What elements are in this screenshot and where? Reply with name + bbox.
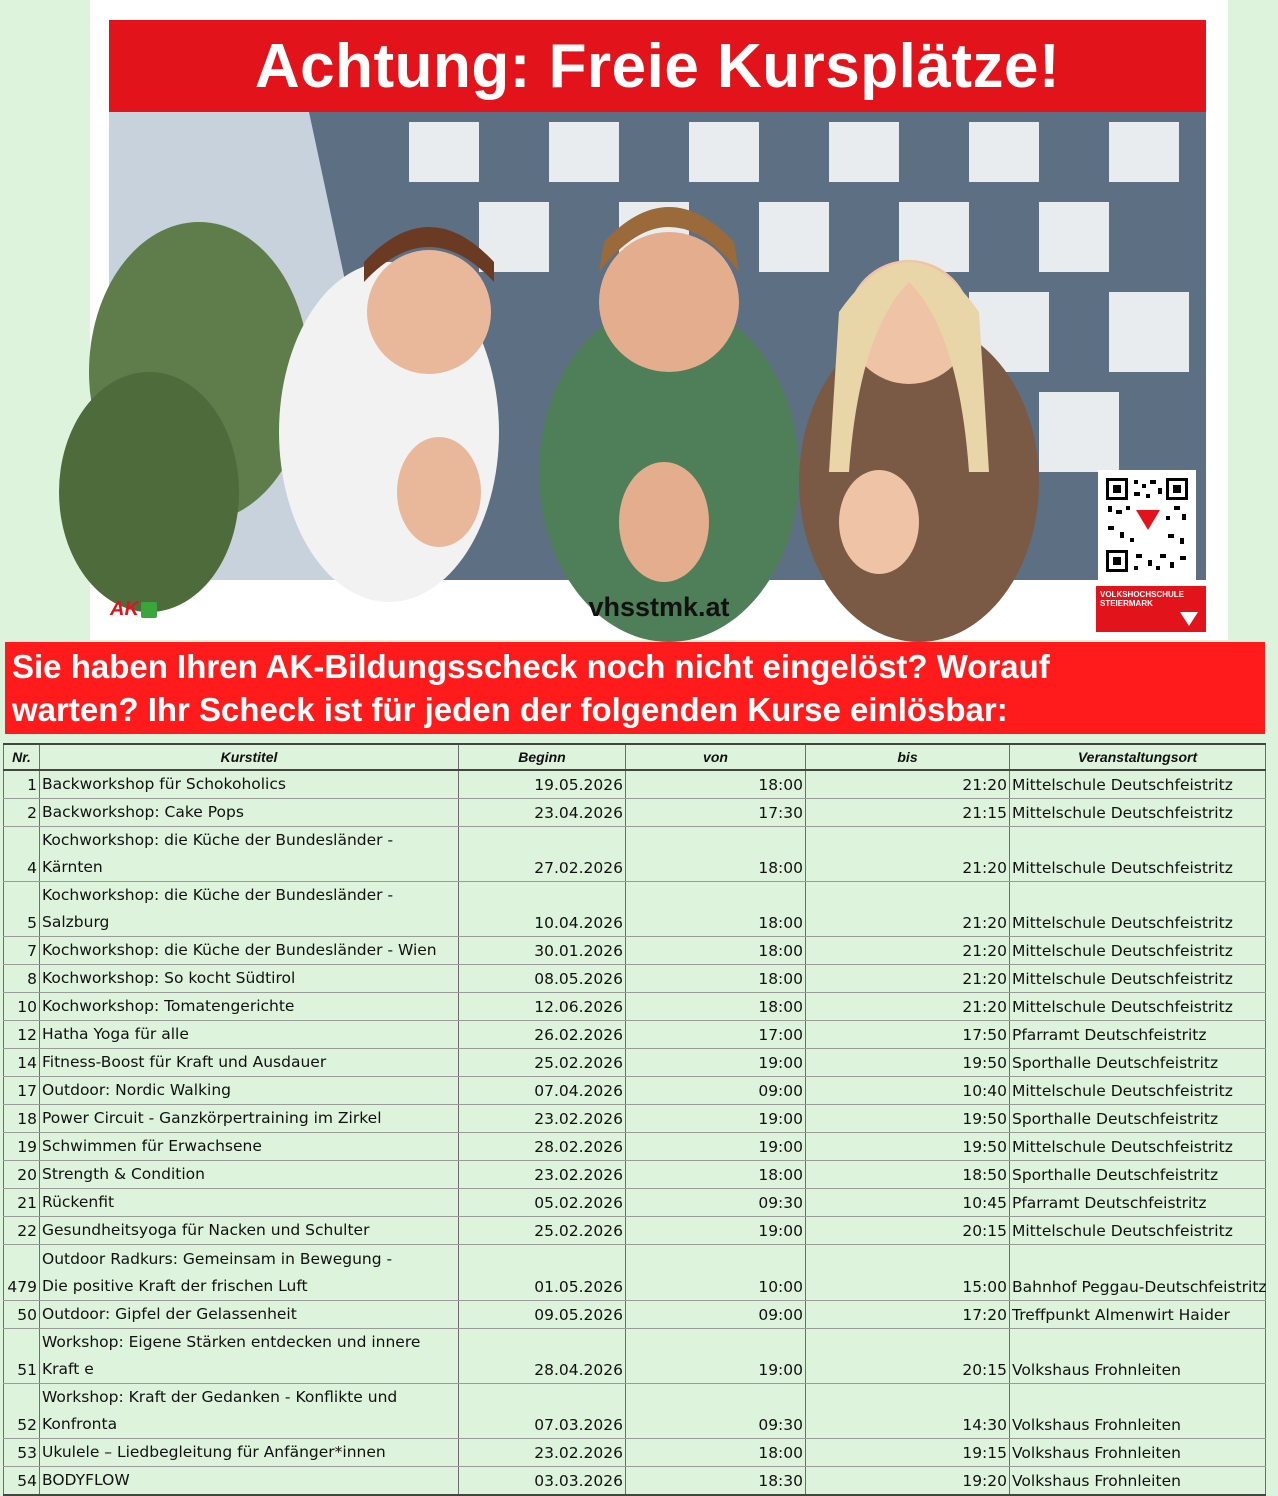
course-begin-date: 25.02.2026	[459, 1049, 626, 1077]
course-number: 12	[4, 1021, 40, 1049]
course-location: Volkshaus Frohnleiten	[1010, 1439, 1266, 1467]
course-location: Treffpunkt Almenwirt Haider	[1010, 1301, 1266, 1329]
notice-line-2: warten? Ihr Scheck ist für jeden der folgenden Kurse einlösbar:	[12, 691, 1008, 728]
course-start-time: 17:30	[626, 799, 806, 827]
course-start-time: 18:30	[626, 1467, 806, 1496]
course-title: Kochworkshop: Tomatengerichte	[40, 993, 459, 1021]
course-start-time: 18:00	[626, 965, 806, 993]
course-title: Kochworkshop: die Küche der Bundesländer - Salzburg	[40, 882, 459, 937]
course-location: Mittelschule Deutschfeistritz	[1010, 965, 1266, 993]
header-nr: Nr.	[4, 744, 40, 770]
course-start-time: 18:00	[626, 1439, 806, 1467]
table-row	[4, 1245, 1266, 1301]
course-end-time: 21:20	[806, 827, 1010, 882]
course-begin-date: 26.02.2026	[459, 1021, 626, 1049]
vhs-triangle-icon	[1180, 612, 1198, 626]
course-location: Mittelschule Deutschfeistritz	[1010, 937, 1266, 965]
course-title: Kochworkshop: So kocht Südtirol	[40, 965, 459, 993]
course-end-time: 21:20	[806, 965, 1010, 993]
course-number: 10	[4, 993, 40, 1021]
course-start-time: 09:00	[626, 1077, 806, 1105]
course-title: Kochworkshop: die Küche der Bundesländer - Kärnten	[40, 827, 459, 882]
vhs-steiermark-logo	[1096, 586, 1206, 632]
course-number: 7	[4, 937, 40, 965]
ak-logo-text: AK	[110, 598, 139, 620]
table-row	[4, 1189, 1266, 1217]
table-row	[4, 937, 1266, 965]
course-title: Schwimmen für Erwachsene	[40, 1133, 459, 1161]
course-begin-date: 30.01.2026	[459, 937, 626, 965]
course-end-time: 10:45	[806, 1189, 1010, 1217]
course-begin-date: 12.06.2026	[459, 993, 626, 1021]
course-end-time: 14:30	[806, 1384, 1010, 1439]
course-title: Outdoor: Gipfel der Gelassenheit	[40, 1301, 459, 1329]
course-number: 50	[4, 1301, 40, 1329]
course-location: Mittelschule Deutschfeistritz	[1010, 827, 1266, 882]
course-number: 14	[4, 1049, 40, 1077]
course-end-time: 17:20	[806, 1301, 1010, 1329]
course-begin-date: 19.05.2026	[459, 770, 626, 799]
table-header-row	[4, 744, 1266, 770]
course-number: 22	[4, 1217, 40, 1245]
table-row	[4, 882, 1266, 937]
course-start-time: 19:00	[626, 1049, 806, 1077]
course-begin-date: 07.04.2026	[459, 1077, 626, 1105]
course-location: Sporthalle Deutschfeistritz	[1010, 1049, 1266, 1077]
course-title: Backworkshop: Cake Pops	[40, 799, 459, 827]
course-title: Gesundheitsyoga für Nacken und Schulter	[40, 1217, 459, 1245]
table-row	[4, 1105, 1266, 1133]
course-end-time: 21:20	[806, 937, 1010, 965]
table-row	[4, 1217, 1266, 1245]
poster-url: vhsstmk.at	[588, 592, 730, 622]
header-to: bis	[806, 744, 1010, 770]
header-title: Kurstitel	[40, 744, 459, 770]
course-location: Mittelschule Deutschfeistritz	[1010, 1217, 1266, 1245]
course-end-time: 19:15	[806, 1439, 1010, 1467]
header-location: Veranstaltungsort	[1010, 744, 1266, 770]
course-start-time: 17:00	[626, 1021, 806, 1049]
course-end-time: 21:20	[806, 770, 1010, 799]
course-number: 479	[4, 1245, 40, 1301]
course-table	[3, 743, 1266, 1496]
course-begin-date: 23.02.2026	[459, 1105, 626, 1133]
poster-headline: Achtung: Freie Kursplätze!	[109, 20, 1206, 112]
course-location: Volkshaus Frohnleiten	[1010, 1467, 1266, 1496]
course-title: BODYFLOW	[40, 1467, 459, 1496]
table-row	[4, 1021, 1266, 1049]
course-end-time: 21:20	[806, 993, 1010, 1021]
table-row	[4, 1049, 1266, 1077]
course-number: 21	[4, 1189, 40, 1217]
course-begin-date: 27.02.2026	[459, 827, 626, 882]
course-number: 51	[4, 1329, 40, 1384]
course-start-time: 18:00	[626, 827, 806, 882]
course-title: Fitness-Boost für Kraft und Ausdauer	[40, 1049, 459, 1077]
course-end-time: 20:15	[806, 1329, 1010, 1384]
poster	[90, 0, 1228, 640]
course-number: 19	[4, 1133, 40, 1161]
course-title: Kochworkshop: die Küche der Bundesländer - Wien	[40, 937, 459, 965]
course-number: 1	[4, 770, 40, 799]
course-end-time: 19:20	[806, 1467, 1010, 1496]
course-location: Mittelschule Deutschfeistritz	[1010, 993, 1266, 1021]
course-start-time: 19:00	[626, 1329, 806, 1384]
course-begin-date: 28.04.2026	[459, 1329, 626, 1384]
table-row	[4, 827, 1266, 882]
course-number: 52	[4, 1384, 40, 1439]
course-number: 8	[4, 965, 40, 993]
course-number: 2	[4, 799, 40, 827]
course-number: 17	[4, 1077, 40, 1105]
course-location: Mittelschule Deutschfeistritz	[1010, 1077, 1266, 1105]
course-start-time: 18:00	[626, 1161, 806, 1189]
table-row	[4, 770, 1266, 799]
course-end-time: 19:50	[806, 1133, 1010, 1161]
notice-line-1: Sie haben Ihren AK-Bildungsscheck noch nicht eingelöst? Worauf	[12, 648, 1050, 685]
course-title: Backworkshop für Schokoholics	[40, 770, 459, 799]
qr-code-icon	[1098, 470, 1196, 580]
course-start-time: 18:00	[626, 770, 806, 799]
table-row	[4, 1301, 1266, 1329]
course-begin-date: 28.02.2026	[459, 1133, 626, 1161]
course-location: Mittelschule Deutschfeistritz	[1010, 882, 1266, 937]
course-start-time: 09:00	[626, 1301, 806, 1329]
header-from: von	[626, 744, 806, 770]
course-begin-date: 05.02.2026	[459, 1189, 626, 1217]
course-title: Power Circuit - Ganzkörpertraining im Zirkel	[40, 1105, 459, 1133]
course-title: Strength & Condition	[40, 1161, 459, 1189]
course-location: Volkshaus Frohnleiten	[1010, 1329, 1266, 1384]
course-end-time: 19:50	[806, 1049, 1010, 1077]
course-title: Rückenfit	[40, 1189, 459, 1217]
course-start-time: 18:00	[626, 882, 806, 937]
course-start-time: 19:00	[626, 1105, 806, 1133]
vhs-logo-line2: STEIERMARK	[1100, 599, 1153, 608]
course-end-time: 17:50	[806, 1021, 1010, 1049]
course-begin-date: 03.03.2026	[459, 1467, 626, 1496]
bildungsscheck-notice	[5, 642, 1265, 734]
course-end-time: 19:50	[806, 1105, 1010, 1133]
course-start-time: 18:00	[626, 937, 806, 965]
course-title: Ukulele – Liedbegleitung für Anfänger*innen	[40, 1439, 459, 1467]
course-location: Sporthalle Deutschfeistritz	[1010, 1105, 1266, 1133]
table-row	[4, 1161, 1266, 1189]
course-begin-date: 23.04.2026	[459, 799, 626, 827]
course-begin-date: 25.02.2026	[459, 1217, 626, 1245]
course-number: 53	[4, 1439, 40, 1467]
course-title: Workshop: Kraft der Gedanken - Konflikte und Konfronta	[40, 1384, 459, 1439]
course-location: Bahnhof Peggau-Deutschfeistritz	[1010, 1245, 1266, 1301]
header-begin: Beginn	[459, 744, 626, 770]
course-start-time: 18:00	[626, 993, 806, 1021]
course-number: 20	[4, 1161, 40, 1189]
course-number: 5	[4, 882, 40, 937]
course-title: Workshop: Eigene Stärken entdecken und innere Kraft e	[40, 1329, 459, 1384]
course-location: Pfarramt Deutschfeistritz	[1010, 1189, 1266, 1217]
course-number: 54	[4, 1467, 40, 1496]
course-title	[40, 1245, 459, 1301]
course-start-time: 10:00	[626, 1245, 806, 1301]
course-begin-date: 09.05.2026	[459, 1301, 626, 1329]
course-begin-date: 08.05.2026	[459, 965, 626, 993]
course-location: Mittelschule Deutschfeistritz	[1010, 799, 1266, 827]
table-row	[4, 965, 1266, 993]
course-title-line-1: Outdoor Radkurs: Gemeinsam in Bewegung -	[42, 1250, 393, 1268]
course-title-line-2: Die positive Kraft der frischen Luft	[42, 1277, 308, 1295]
course-end-time: 21:15	[806, 799, 1010, 827]
course-begin-date: 23.02.2026	[459, 1161, 626, 1189]
table-row	[4, 1467, 1266, 1496]
course-begin-date: 10.04.2026	[459, 882, 626, 937]
course-start-time: 09:30	[626, 1189, 806, 1217]
table-row	[4, 1384, 1266, 1439]
course-title: Outdoor: Nordic Walking	[40, 1077, 459, 1105]
course-end-time: 20:15	[806, 1217, 1010, 1245]
course-number: 4	[4, 827, 40, 882]
course-location: Pfarramt Deutschfeistritz	[1010, 1021, 1266, 1049]
course-end-time: 21:20	[806, 882, 1010, 937]
course-begin-date: 01.05.2026	[459, 1245, 626, 1301]
course-begin-date: 23.02.2026	[459, 1439, 626, 1467]
course-start-time: 19:00	[626, 1217, 806, 1245]
course-location: Mittelschule Deutschfeistritz	[1010, 770, 1266, 799]
course-begin-date: 07.03.2026	[459, 1384, 626, 1439]
group-photo-image	[109, 112, 1206, 580]
course-number: 18	[4, 1105, 40, 1133]
course-end-time: 10:40	[806, 1077, 1010, 1105]
table-row	[4, 1077, 1266, 1105]
course-title: Hatha Yoga für alle	[40, 1021, 459, 1049]
course-start-time: 19:00	[626, 1133, 806, 1161]
table-row	[4, 1133, 1266, 1161]
course-end-time: 18:50	[806, 1161, 1010, 1189]
course-location: Mittelschule Deutschfeistritz	[1010, 1133, 1266, 1161]
vhs-logo-line1: VOLKSHOCHSCHULE	[1100, 590, 1185, 599]
table-row	[4, 1329, 1266, 1384]
poster-photo	[109, 112, 1206, 580]
table-row	[4, 1439, 1266, 1467]
table-row	[4, 799, 1266, 827]
course-location: Sporthalle Deutschfeistritz	[1010, 1161, 1266, 1189]
course-start-time: 09:30	[626, 1384, 806, 1439]
course-location: Volkshaus Frohnleiten	[1010, 1384, 1266, 1439]
table-row	[4, 993, 1266, 1021]
course-end-time: 15:00	[806, 1245, 1010, 1301]
